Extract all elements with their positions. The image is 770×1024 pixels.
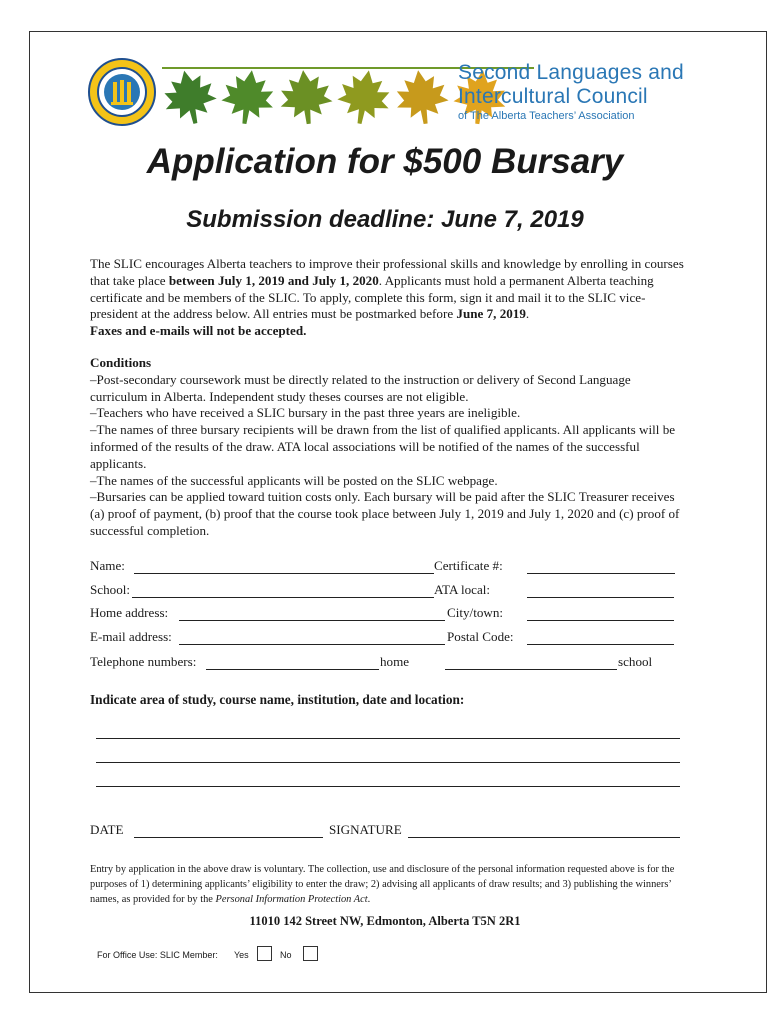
school-row	[90, 582, 690, 602]
office-use-label: For Office Use: SLIC Member:	[97, 950, 218, 960]
study-line-3[interactable]	[96, 786, 680, 787]
seal-logo	[88, 58, 156, 126]
school-phone-field[interactable]	[445, 669, 617, 670]
home-phone-field[interactable]	[206, 669, 379, 670]
name-field[interactable]	[134, 573, 434, 574]
org-line-3: of The Alberta Teachers’ Association	[458, 110, 635, 122]
intro-paragraph	[90, 256, 690, 340]
org-line-1: Second Languages and	[458, 61, 684, 84]
certificate-label: Certificate #:	[434, 558, 503, 573]
email-field[interactable]	[179, 644, 445, 645]
no-label: No	[280, 950, 292, 960]
mailing-address: 11010 142 Street NW, Edmonton, Alberta T5N 2R1	[249, 914, 521, 928]
certificate-field[interactable]	[527, 573, 675, 574]
conditions-section	[90, 355, 690, 540]
date-field[interactable]	[134, 837, 323, 838]
study-heading: Indicate area of study, course name, institution, date and location:	[90, 692, 465, 707]
home-address-row	[90, 605, 690, 625]
ata-local-field[interactable]	[527, 597, 674, 598]
no-checkbox[interactable]	[303, 946, 318, 961]
submission-deadline: Submission deadline: June 7, 2019	[186, 206, 584, 233]
home-address-label: Home address:	[90, 605, 169, 620]
telephone-row	[90, 654, 690, 674]
home-address-field[interactable]	[179, 620, 445, 621]
intro-deadline: June 7, 2019	[456, 306, 526, 322]
organization-name	[458, 61, 684, 123]
intro-dates: between July 1, 2019 and July 1, 2020	[168, 272, 379, 288]
name-row	[90, 558, 690, 578]
yes-label: Yes	[234, 950, 249, 960]
org-line-2: Intercultural Council	[458, 85, 648, 108]
home-phone-label: home	[380, 654, 410, 669]
privacy-end: .	[367, 894, 371, 906]
email-label: E-mail address:	[90, 629, 172, 644]
condition-item: –The names of three bursary recipients will be drawn from the list of qualified applicants. All applicants will be informed of the results of the draw. ATA local associations will be notified of the names of the successful applicants.	[90, 422, 676, 471]
ata-local-label: ATA local:	[434, 582, 491, 597]
school-label: School:	[90, 582, 131, 597]
school-field[interactable]	[132, 597, 434, 598]
page-title: Application for $500 Bursary	[146, 142, 624, 181]
leaf-icon	[277, 67, 334, 126]
leaf-icon	[392, 67, 451, 126]
intro-text-3: .	[525, 306, 530, 322]
condition-item: –The names of the successful applicants will be posted on the SLIC webpage.	[90, 472, 498, 488]
city-town-label: City/town:	[447, 605, 504, 620]
privacy-text: Entry by application in the above draw is voluntary. The collection, use and disclosure of the personal information requested above is for the purposes of 1) determining applicants’ eligibility to enter the draw; 2) advising all applicants of draw results; and 3) publishing the winners’ names, as provided for by the	[90, 864, 675, 906]
conditions-heading: Conditions	[90, 355, 152, 370]
school-phone-label: school	[618, 654, 653, 669]
date-label: DATE	[90, 822, 124, 837]
leaf-icon	[162, 65, 221, 126]
condition-item: –Bursaries can be applied toward tuition costs only. Each bursary will be paid after the SLIC Treasurer receives (a) proof of payment, (b) proof that the course took place between July 1, 2019 and July 1, 2020 and (c) proof of successful completion.	[90, 489, 680, 538]
intro-text-2: . Applicants must hold a permanent Alberta teaching certificate and be members of the SLIC. To apply, complete this form, sign it and mail it to the SLIC vice-president at the address below. All entries must be postmarked before	[90, 272, 654, 322]
postal-code-label: Postal Code:	[447, 629, 514, 644]
study-line-2[interactable]	[96, 762, 680, 763]
postal-code-field[interactable]	[527, 644, 674, 645]
yes-checkbox[interactable]	[257, 946, 272, 961]
email-row	[90, 629, 690, 649]
header	[88, 58, 688, 138]
privacy-act: Personal Information Protection Act	[215, 894, 368, 906]
intro-fax-notice: Faxes and e-mails will not be accepted.	[90, 323, 307, 339]
condition-item: –Post-secondary coursework must be directly related to the instruction or delivery of Second Language curriculum in Alberta. Independent study theses courses are not eligible.	[90, 371, 631, 404]
leaf-icon	[219, 67, 278, 126]
city-town-field[interactable]	[527, 620, 674, 621]
signature-label: SIGNATURE	[329, 822, 402, 837]
privacy-notice	[90, 862, 690, 908]
telephone-label: Telephone numbers:	[90, 654, 197, 669]
study-line-1[interactable]	[96, 738, 680, 739]
name-label: Name:	[90, 558, 125, 573]
intro-text-1: The SLIC encourages Alberta teachers to improve their professional skills and knowledge by enrolling in courses that take place	[90, 256, 684, 288]
condition-item: –Teachers who have received a SLIC bursary in the past three years are ineligible.	[90, 405, 521, 421]
signature-field[interactable]	[408, 837, 680, 838]
leaf-icon	[334, 66, 395, 126]
